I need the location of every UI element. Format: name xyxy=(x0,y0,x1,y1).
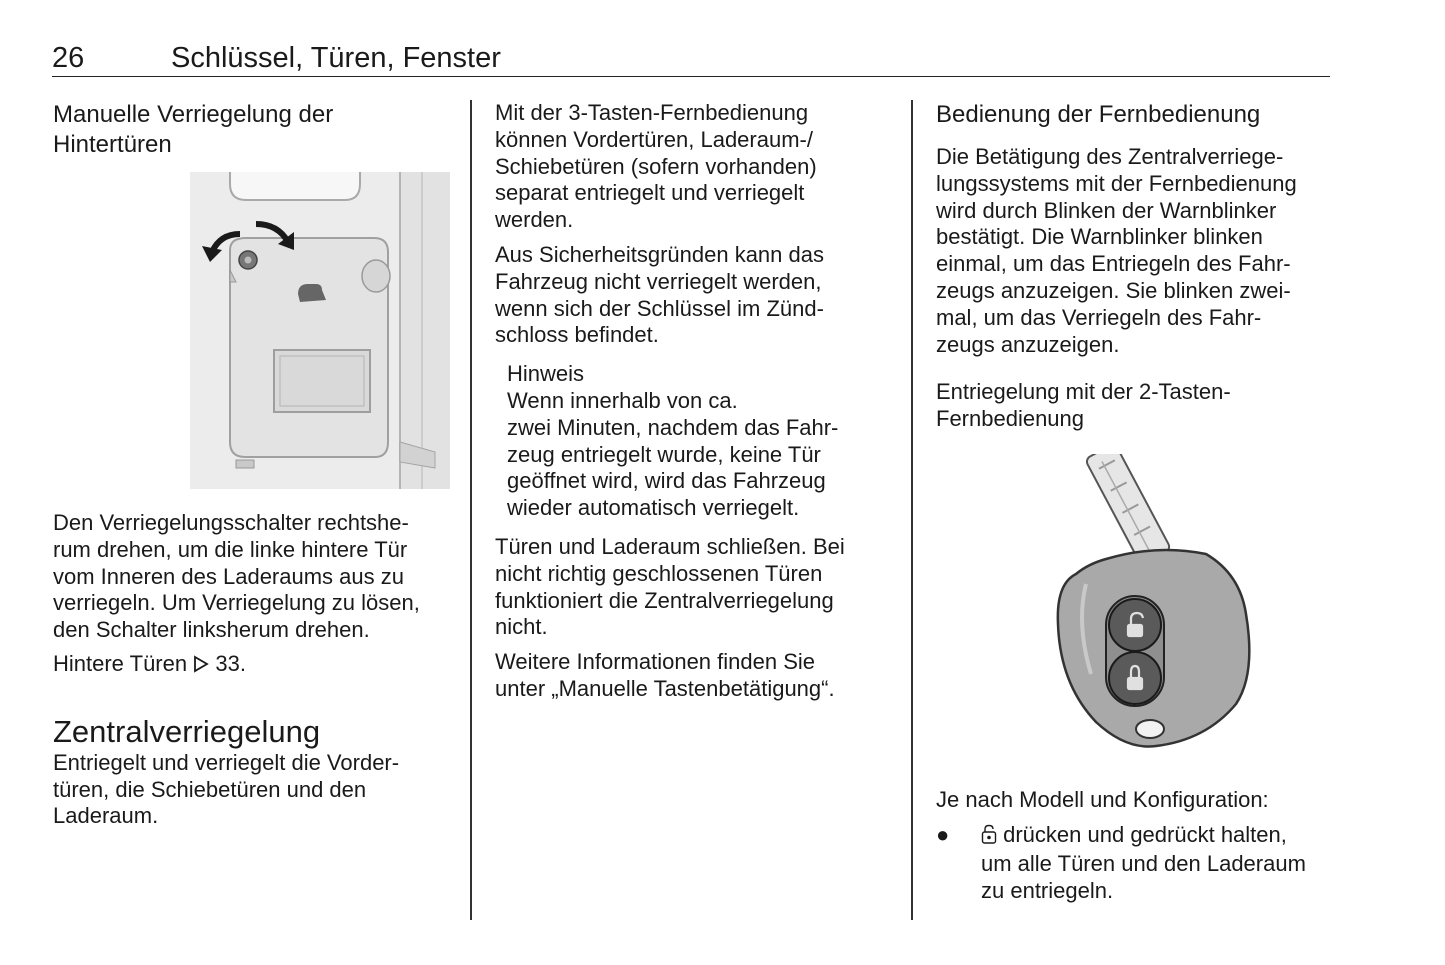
paragraph: Weitere Informationen finden Sie unter „Manuelle Tastenbetätigung“. xyxy=(495,649,835,701)
column-right xyxy=(936,100,1336,905)
page-header xyxy=(52,40,1330,77)
paragraph: Den Verriegelungsschalter rechtshe- rum drehen, um die linke hintere Tür vom Inneren des Laderaums aus zu verriegeln. Um Verriegelung zu lösen, den Schalter linksherum drehen. xyxy=(53,510,420,643)
paragraph: Je nach Modell und Konfiguration: xyxy=(936,787,1269,813)
unlock-padlock-icon xyxy=(981,824,997,851)
paragraph: Mit der 3-Tasten-Fernbedienung können Vordertüren, Laderaum-/ Schiebetüren (sofern vorhanden) separat entriegelt und verriegelt werden. xyxy=(495,100,817,233)
note-box xyxy=(507,361,890,522)
remote-key-2-button-illustration xyxy=(1036,454,1276,759)
note-title: Hinweis xyxy=(507,361,585,387)
door-lock-rotation-illustration xyxy=(190,172,450,489)
note-text: Wenn innerhalb von ca. zwei Minuten, nachdem das Fahr- zeug entriegelt wurde, keine Tür geöffnet wird, wird das Fahrzeug wieder automatisch verriegelt. xyxy=(507,387,839,521)
paragraph: Entriegelt und verriegelt die Vorder- türen, die Schiebetüren und den Laderaum. xyxy=(53,749,400,829)
section-title: Zentralverriegelung xyxy=(53,713,321,749)
page-title: Schlüssel, Türen, Fenster xyxy=(171,42,501,74)
paragraph: Die Betätigung des Zentralverriege- lungssystems mit der Fernbedienung wird durch Blinken der Warnblinker bestätigt. Die Warnblinker blinken einmal, um das Entriegeln des Fahr- zeugs anzuzeigen. Sie blinken zwei- mal, um das Verriegeln des Fahr- zeugs anzuzeigen. xyxy=(936,144,1297,357)
paragraph: Türen und Laderaum schließen. Bei nicht richtig geschlossenen Türen funktioniert die Zentralverriegelung nicht. xyxy=(495,533,845,640)
cross-reference[interactable]: Hintere Türen 33. xyxy=(53,651,453,680)
sub-heading: Entriegelung mit der 2-Tasten- Fernbedienung xyxy=(936,379,1231,432)
list-item: ● drücken und gedrückt halten, um alle Türen und den Laderaum zu entriegeln. xyxy=(936,822,1306,903)
paragraph: Aus Sicherheitsgründen kann das Fahrzeug nicht verriegelt werden, wenn sich der Schlüssel im Zünd- schloss befindet. xyxy=(495,241,824,348)
column-divider xyxy=(911,100,913,920)
column-left xyxy=(53,100,453,830)
arrow-reference-icon xyxy=(193,653,209,680)
page-number: 26 xyxy=(52,42,85,74)
section-heading: Manuelle Verriegelung der Hintertüren xyxy=(53,101,334,158)
column-divider xyxy=(470,100,472,920)
section-heading: Bedienung der Fernbedienung xyxy=(936,101,1261,128)
column-middle xyxy=(495,100,890,703)
